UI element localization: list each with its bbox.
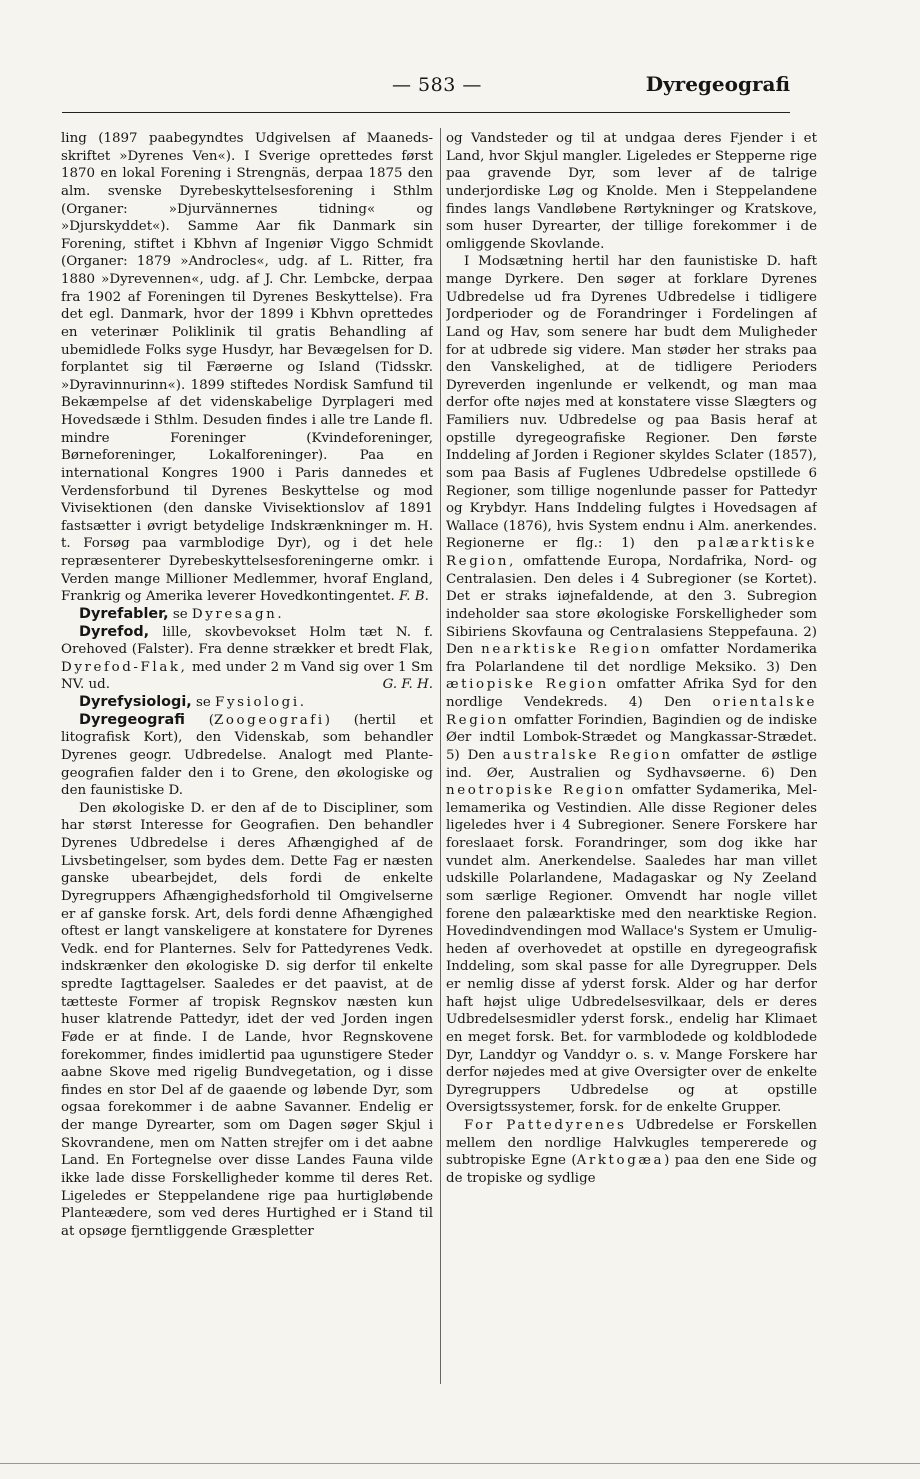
region-name: nearktiske Region xyxy=(481,642,653,658)
entry-dyrefabler: Dyrefabler, se Dyresagn. xyxy=(79,605,285,622)
right-column xyxy=(446,130,817,1382)
scan-edge xyxy=(0,1463,920,1464)
entry-dyrefod: Dyrefod, lille, skovbevokset Holm tæt N. f. Orehoved (Falster). Fra denne strækker et bredt Flak, Dyrefod-Flak, med under 2 m Vand sig over 1 Sm NV. ud. G. F. H. xyxy=(61,623,433,693)
cross-reference: Fysiologi. xyxy=(215,695,307,710)
paragraph-pattedyr: For Pattedyrenes Udbredelse er Forskellen mellem den nordlige Halvkugles tempererede og subtropiske Egne (Arktogæa) paa den ene Side og de tropiske og sydlige xyxy=(446,1118,817,1186)
region-name: neotropiske Region xyxy=(446,783,627,799)
region-name: palæarktiske Region, xyxy=(446,536,817,569)
page-header xyxy=(62,74,790,104)
headword: Dyrefod, xyxy=(79,623,150,640)
region-name: ætiopiske Region xyxy=(446,677,609,693)
paragraph-faunistisk: I Modsætning hertil har den faunistiske D. haft mange Dyrkere. Den søger at forklare Dyrenes Udbredelse ud fra Dyrenes Udbredelse i tidligere Jordperioder og de Forandringer i Fordelingen af Land og Hav, som senere har budt dem Muligheder for at udbrede sig videre. Man støder her straks paa den Vanskelighed, at de tidligere Perioders Dyreverden ingenlunde er velkendt, og man maa derfor ofte nøjes med at konstatere visse Slægters og Familiers nuv. Udbredelse og paa Basis heraf at opstille dyregeografiske Regioner. Den første Inddeling af Jorden i Regioner skyldes Sclater (1857), som paa Basis af Fuglenes Udbredelse opstillede 6 Regioner, som tillige nogenlunde passer for Pattedyr og Krybdyr. Hans Inddeling fulgtes i Hovedsagen af Wallace (1876), hvis System endnu i Alm. anerkendes. Regionerne er flg.: 1) den palæarktiske Region, omfattende Europa, Nordafrika, Nord- og Centralasien. Den deles i 4 Subregioner (se Kortet). Det er straks iøjnefaldende, at den 3. Subregion indeholder saa store økologiske Forskelligheder som Sibiriens Skovfauna og Centralasiens Steppefauna. 2) Den nearktiske Region omfatter Nordamerika fra Polarlandene til det nordlige Meksiko. 3) Den ætiopiske Region omfatter Afrika Syd for den nordlige Vendekreds. 4) Den orientalske Region omfatter Forindien, Bagindien og de indiske Øer indtil Lombok-Strædet og Mangkassar-Strædet. 5) Den australske Region omfatter de østlige ind. Øer, Australien og Sydhavsøerne. 6) Den neotropiske Region omfatter Sydamerika, Mellemamerika og Vestindien. Alle disse Regioner deles ligeledes hver i 4 Subregioner. Senere Forskere har foreslaaet forsk. Forandringer, som dog ikke har vundet alm. Anerkendelse. Saaledes har man villet udskille Polarlandene, Madagaskar og Ny Zeeland som særlige Regioner. Omvendt har nogle villet forene den palæarktiske med den nearktiske Region. Hovedindvendingen mod Wallace's System er Umuligheden af overhovedet at opstille en dyregeografisk Inddeling, som skal passe for alle Dyregrupper. Dels er nemlig disse af yderst forsk. Alder og har derfor haft højst ulige Udbredelsesvilkaar, dels er deres Udbredelsesmidler yderst forsk., endelig har Klimaet en meget forsk. Bet. for varmblodede og koldblodede Dyr, Landdyr og Vanddyr o. s. v. Mange Forskere har derfor nøjedes med at give Oversigter over de enkelte Dyregruppers Udbredelse og at opstille Oversigtssystemer, forsk. for de enkelte Grupper. xyxy=(446,254,817,1116)
cross-reference: Dyresagn. xyxy=(191,606,285,622)
left-column xyxy=(61,130,433,1382)
region-name: australske Region xyxy=(502,747,673,763)
headword: Dyregeografi xyxy=(79,711,185,728)
header-rule xyxy=(62,112,790,113)
paragraph-continued: ling (1897 paabegyndtes Udgivelsen af Maanedsskriftet »Dyrenes Ven«). I Sverige oprettedes først 1870 en lokal Forening i Strengnäs, derpaa 1875 den alm. svenske Dyrebeskyttelsesforening i Sthlm (Organer: »Djurvännernes tidning« og »Djurskyddet«). Samme Aar fik Danmark sin Forening, stiftet i Kbhvn af Ingeniør Viggo Schmidt (Organer: 1879 »Androcles«, udg. af L. Ritter, fra 1880 »Dyrevennen«, udg. af J. Chr. Lembcke, derpaa fra 1902 af Foreningen til Dyrenes Beskyttelse). Fra det egl. Danmark, hvor der 1899 i Kbhvn oprettedes en veterinær Poliklinik til gratis Behandling af ubemidlede Folks syge Husdyr, har Bevægelsen for D. forplantet sig til Færøerne og Island (Tidsskr. »Dyravinnurinn«). 1899 stiftedes Nordisk Samfund til Bekæmpelse af det videnskabelige Dyrplageri med Hovedsæde i Sthlm. Desuden findes i alle tre Lande fl. mindre Foreninger (Kvindeforeninger, Børneforeninger, Lokalforeninger). Paa en international Kongres 1900 i Paris dannedes et Verdensforbund til Dyrenes Beskyttelse og mod Vivisektionen (den danske Vivisektionslov af 1891 fastsætter i øvrigt betydelige Indskrænkninger m. H. t. Forsøg paa varmblodige Dyr), og i det hele repræsenterer Dyrebeskyttelsesforeningerne omkr. i Verden mange Millioner Medlemmer, hvoraf England, Frankrig og Amerika leverer Hovedkontingentet. F. B. xyxy=(61,131,433,605)
author-signature: G. F. H. xyxy=(382,677,433,693)
column-divider xyxy=(440,128,441,1384)
entry-dyregeografi: Dyregeografi (Zoogeografi) (hertil et litografisk Kort), den Videnskab, som behandler Dyrenes geogr. Udbredelse. Analogt med Plantegeografien falder den i to Grene, den økologiske og den faunistiske D. xyxy=(61,711,433,799)
entry-dyrefysiologi: Dyrefysiologi, se Fysiologi. xyxy=(79,694,307,710)
headword: Dyrefabler, xyxy=(79,605,169,622)
author-signature: F. B. xyxy=(399,589,429,605)
headword: Dyrefysiologi, xyxy=(79,694,192,710)
page-number: — 583 — xyxy=(392,74,482,96)
paragraph-continued-right: og Vandsteder og til at undgaa deres Fjender i et Land, hvor Skjul mangler. Ligeledes er Stepperne rige paa gravende Dyr, som lever af de talrige underjordiske Løg og Knolde. Men i Steppelandene findes langs Vandløbene Rørtykninger og Kratskove, som huser Dyrearter, der tillige forekommer i de omliggende Skovlande. xyxy=(446,131,817,252)
region-name: orientalske Region xyxy=(446,695,817,728)
running-head: Dyregeografi xyxy=(645,72,790,96)
paragraph-okologisk: Den økologiske D. er den af de to Discipliner, som har størst Interesse for Geografien. Den behandler Dyrenes Udbredelse i deres Afhængighed af de Livsbetingelser, som bydes dem. Dette Fag er næsten ganske ubearbejdet, dels fordi de enkelte Dyregruppers Afhængighedsforhold til Omgivelserne er af ganske forsk. Art, dels fordi denne Afhængighed oftest er langt vanskeligere at konstatere for Dyrenes Vedk. end for Planternes. Selv for Pattedyrenes Vedk. indskrænker den økologiske D. sig derfor til enkelte spredte Iagttagelser. Saaledes er det paavist, at de tætteste Former af tropisk Regnskov næsten kun huser klatrende Pattedyr, idet der ved Jorden ingen Føde er at finde. I de Lande, hvor Regnskovene forekommer, findes imidlertid paa ugunstigere Steder aabne Skove med rigelig Bundvegetation, og i disse findes en stor Del af de gaaende og løbende Dyr, som ogsaa forekommer i de aabne Savanner. Endelig er der mange Dyrearter, som om Dagen søger Skjul i Skovrandene, men om Natten strejfer om i det aabne Land. En Fortegnelse over disse Landes Fauna vilde ikke lade disse Forskelligheder komme til deres Ret. Ligeledes er Steppelandene rige paa hurtigløbende Planteædere, som ved deres Hurtighed er i Stand til at opsøge fjerntliggende Græspletter xyxy=(61,800,433,1239)
